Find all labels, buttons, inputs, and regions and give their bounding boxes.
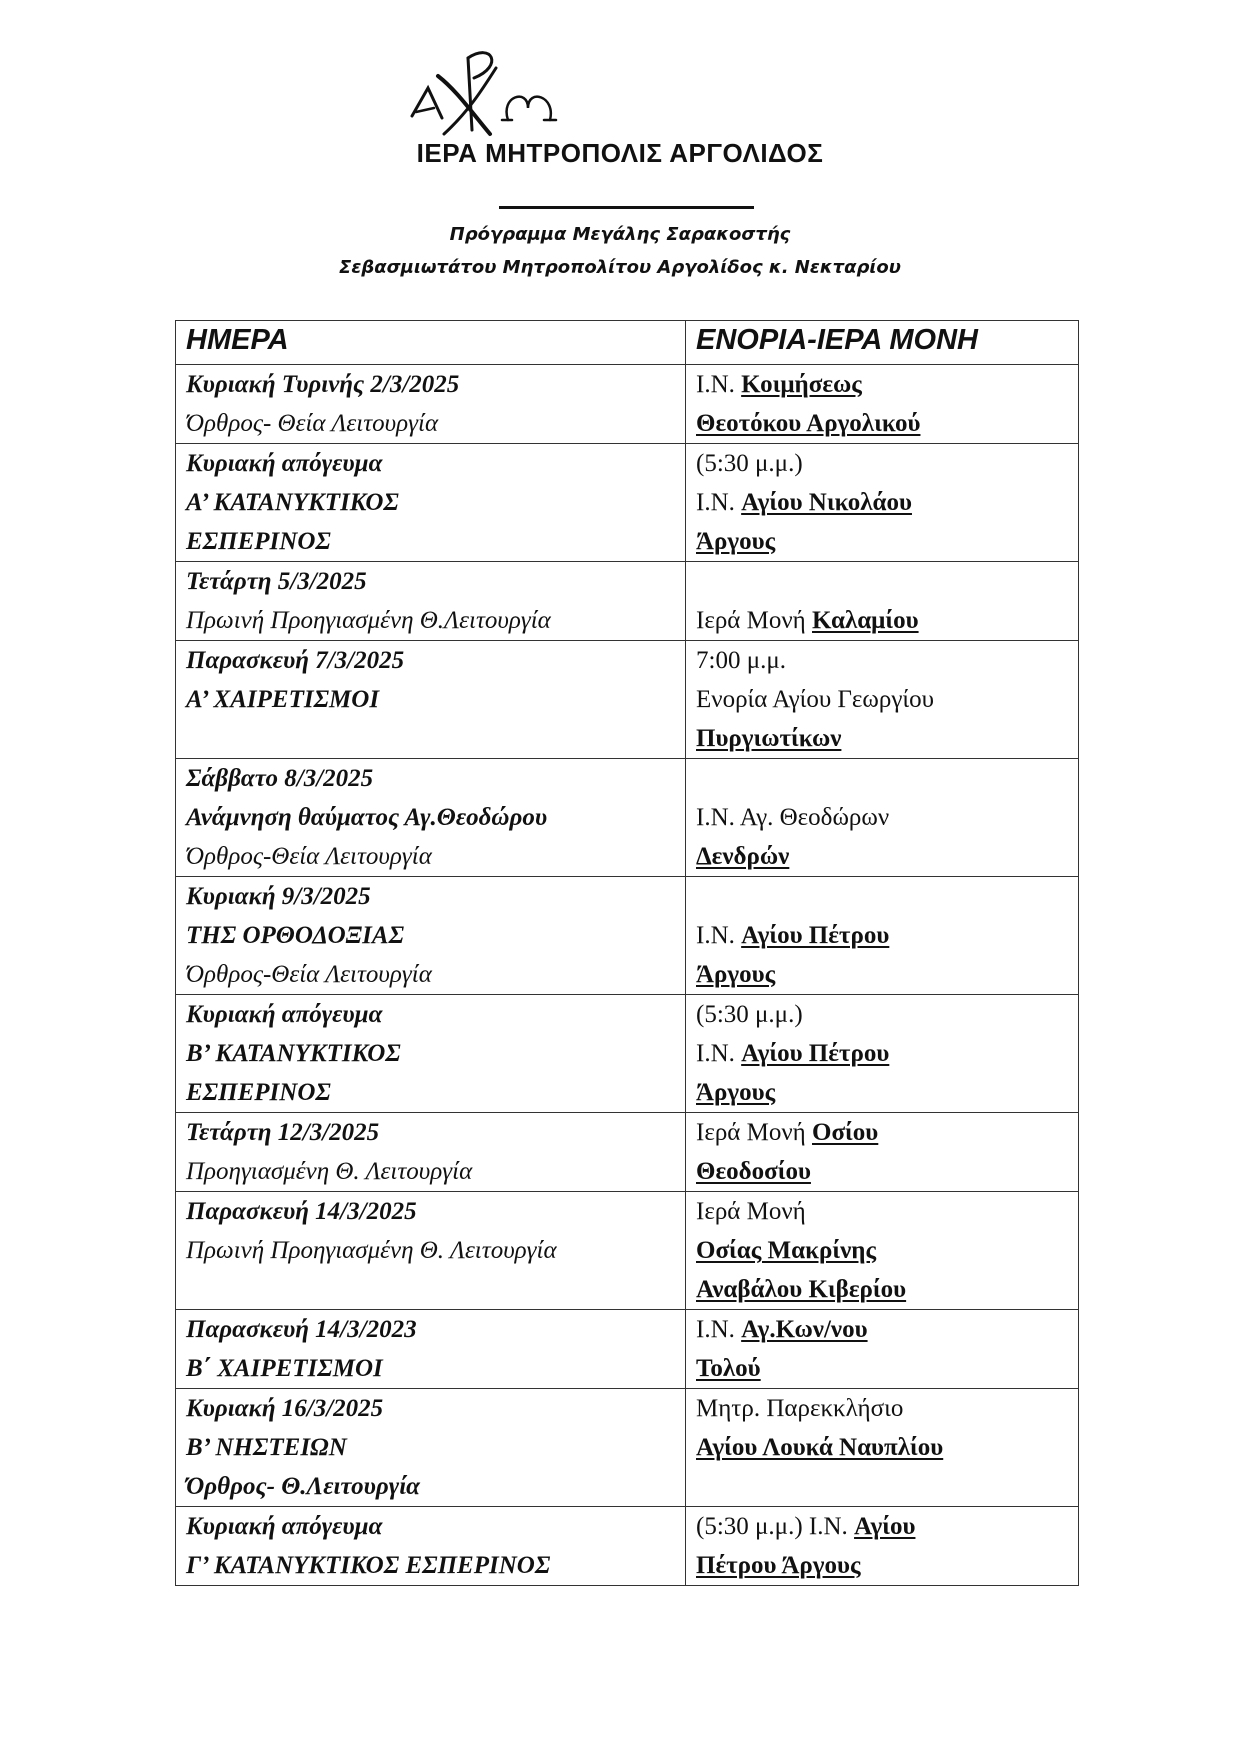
chi-rho-alpha-omega-logo (404, 38, 564, 140)
day-line: Κυριακή 16/3/2025 (186, 1395, 384, 1422)
table-row (176, 1192, 1079, 1310)
day-line: Παρασκευή 14/3/2023 (186, 1316, 417, 1343)
day-line: Τετάρτη 12/3/2025 (186, 1119, 380, 1146)
place-cell (686, 365, 1079, 444)
place-cell (686, 444, 1079, 562)
table-header-row (176, 321, 1079, 365)
place-name: Θεοτόκου Αργολικού (696, 410, 921, 437)
title-divider (499, 206, 754, 209)
place-line (696, 444, 1068, 483)
day-line: Προηγιασμένη Θ. Λειτουργία (186, 1158, 473, 1185)
day-cell (176, 641, 686, 759)
place-line (696, 995, 1068, 1034)
schedule-rows (176, 365, 1079, 1586)
place-name: Άργους (696, 528, 776, 555)
place-text: (5:30 μ.μ.) (696, 450, 803, 477)
place-line (696, 404, 1068, 443)
day-line: Πρωινή Προηγιασμένη Θ. Λειτουργία (186, 1237, 557, 1264)
place-name: Άργους (696, 961, 776, 988)
day-line: Α’ ΚΑΤΑΝΥΚΤΙΚΟΣ (186, 489, 399, 516)
day-line: Β΄ ΧΑΙΡΕΤΙΣΜΟΙ (186, 1355, 383, 1382)
place-cell (686, 877, 1079, 995)
column-header-place: ΕΝΟΡΙΑ-ΙΕΡΑ ΜΟΝΗ (686, 321, 1079, 365)
table-row (176, 1113, 1079, 1192)
day-line: Β’ ΚΑΤΑΝΥΚΤΙΚΟΣ (186, 1040, 401, 1067)
day-line: Α’ ΧΑΙΡΕΤΙΣΜΟΙ (186, 686, 380, 713)
subtitle-program: Πρόγραμμα Μεγάλης Σαρακοστής (449, 224, 791, 245)
place-name: Οσίας Μακρίνης (696, 1237, 877, 1264)
day-line: Β’ ΝΗΣΤΕΙΩΝ (186, 1434, 347, 1461)
day-cell (176, 759, 686, 877)
place-line (696, 1546, 1068, 1585)
place-name: Κοιμήσεως (741, 371, 862, 398)
place-line (696, 916, 1068, 955)
place-line (696, 1310, 1068, 1349)
place-line (696, 719, 1068, 758)
place-line (696, 483, 1068, 522)
place-line (696, 601, 1068, 640)
day-line: Όρθρος- Θ.Λειτουργία (186, 1473, 420, 1500)
place-text: Ι.Ν. Αγ. Θεοδώρων (696, 804, 890, 831)
day-cell (176, 444, 686, 562)
place-text: Ι.Ν. (696, 1040, 742, 1067)
table-row (176, 1389, 1079, 1507)
day-cell (176, 365, 686, 444)
place-line (696, 1073, 1068, 1112)
place-line (696, 1349, 1068, 1388)
place-line (696, 1270, 1068, 1309)
place-line (696, 365, 1068, 404)
place-line (696, 680, 1068, 719)
place-name: Οσίου (812, 1119, 879, 1146)
day-line: Κυριακή απόγευμα (186, 1001, 383, 1028)
place-text: Ι.Ν. (696, 371, 742, 398)
day-cell (176, 1113, 686, 1192)
place-cell (686, 1507, 1079, 1586)
place-line (696, 759, 1068, 798)
place-cell (686, 1113, 1079, 1192)
place-line (696, 877, 1068, 916)
day-cell (176, 1507, 686, 1586)
place-text: Ι.Ν. (696, 489, 742, 516)
place-line (696, 837, 1068, 876)
table-row (176, 562, 1079, 641)
schedule-table (175, 320, 1079, 1586)
table-row (176, 1310, 1079, 1389)
day-line: Σάββατο 8/3/2025 (186, 765, 374, 792)
page-title: ΙΕΡΑ ΜΗΤΡΟΠΟΛΙΣ ΑΡΓΟΛΙΔΟΣ (416, 138, 824, 168)
place-cell (686, 995, 1079, 1113)
place-cell (686, 1192, 1079, 1310)
place-text: Μητρ. Παρεκκλήσιο (696, 1395, 904, 1422)
day-cell (176, 562, 686, 641)
place-name: Δενδρών (696, 843, 790, 870)
place-cell (686, 1310, 1079, 1389)
day-cell (176, 995, 686, 1113)
place-name: Αγίου Πέτρου (741, 922, 890, 949)
place-line (696, 641, 1068, 680)
day-cell (176, 877, 686, 995)
place-name: Πυργιωτίκων (696, 725, 842, 752)
table-row (176, 995, 1079, 1113)
place-line (696, 522, 1068, 561)
place-line (696, 1113, 1068, 1152)
place-name: Αγίου Πέτρου (741, 1040, 890, 1067)
place-cell (686, 641, 1079, 759)
place-name: Άργους (696, 1079, 776, 1106)
place-text: Ι.Ν. (696, 922, 742, 949)
place-text: Ιερά Μονή (696, 1119, 813, 1146)
place-line (696, 1034, 1068, 1073)
place-text: (5:30 μ.μ.) (696, 1001, 803, 1028)
day-cell (176, 1310, 686, 1389)
day-line: Γ’ ΚΑΤΑΝΥΚΤΙΚΟΣ ΕΣΠΕΡΙΝΟΣ (186, 1552, 551, 1579)
place-line (696, 1507, 1068, 1546)
table-row (176, 444, 1079, 562)
place-name: Αγίου (854, 1513, 916, 1540)
day-cell (176, 1192, 686, 1310)
table-row (176, 641, 1079, 759)
place-name: Θεοδοσίου (696, 1158, 811, 1185)
place-name: Πέτρου Άργους (696, 1552, 861, 1579)
place-text: Ι.Ν. (696, 1316, 742, 1343)
place-line (696, 1192, 1068, 1231)
day-cell (176, 1389, 686, 1507)
day-line: Ανάμνηση θαύματος Αγ.Θεοδώρου (186, 804, 548, 831)
day-line: Κυριακή απόγευμα (186, 450, 383, 477)
day-line: Όρθρος-Θεία Λειτουργία (186, 961, 432, 988)
day-line: ΕΣΠΕΡΙΝΟΣ (186, 1079, 331, 1106)
day-line: Όρθρος-Θεία Λειτουργία (186, 843, 432, 870)
table-row (176, 365, 1079, 444)
subtitle-metropolitan: Σεβασμιωτάτου Μητροπολίτου Αργολίδος κ. Νεκταρίου (339, 257, 901, 278)
place-name: Τολού (696, 1355, 761, 1382)
place-line (696, 1231, 1068, 1270)
place-text: Ιερά Μονή (696, 1198, 806, 1225)
place-line (696, 798, 1068, 837)
place-text: 7:00 μ.μ. (696, 647, 787, 674)
day-line: Παρασκευή 7/3/2025 (186, 647, 405, 674)
place-text: Ιερά Μονή (696, 607, 813, 634)
place-line (696, 1428, 1068, 1467)
place-name: Αναβάλου Κιβερίου (696, 1276, 907, 1303)
place-line (696, 1152, 1068, 1191)
place-line (696, 1389, 1068, 1428)
place-cell (686, 562, 1079, 641)
day-line: ΤΗΣ ΟΡΘΟΔΟΞΙΑΣ (186, 922, 405, 949)
place-name: Καλαμίου (812, 607, 919, 634)
place-name: Αγίου Λουκά Ναυπλίου (696, 1434, 944, 1461)
column-header-day: ΗΜΕΡΑ (176, 321, 686, 365)
day-line: Παρασκευή 14/3/2025 (186, 1198, 417, 1225)
day-line: Κυριακή 9/3/2025 (186, 883, 371, 910)
table-row (176, 877, 1079, 995)
place-text: Ενορία Αγίου Γεωργίου (696, 686, 935, 713)
place-cell (686, 1389, 1079, 1507)
table-row (176, 759, 1079, 877)
place-name: Αγ.Κων/νου (741, 1316, 868, 1343)
day-line: ΕΣΠΕΡΙΝΟΣ (186, 528, 331, 555)
place-line (696, 562, 1068, 601)
day-line: Κυριακή απόγευμα (186, 1513, 383, 1540)
place-text: (5:30 μ.μ.) Ι.Ν. (696, 1513, 855, 1540)
table-row (176, 1507, 1079, 1586)
place-line (696, 955, 1068, 994)
day-line: Πρωινή Προηγιασμένη Θ.Λειτουργία (186, 607, 551, 634)
day-line: Όρθρος- Θεία Λειτουργία (186, 410, 439, 437)
day-line: Κυριακή Τυρινής 2/3/2025 (186, 371, 460, 398)
place-name: Αγίου Νικολάου (741, 489, 912, 516)
place-cell (686, 759, 1079, 877)
day-line: Τετάρτη 5/3/2025 (186, 568, 367, 595)
